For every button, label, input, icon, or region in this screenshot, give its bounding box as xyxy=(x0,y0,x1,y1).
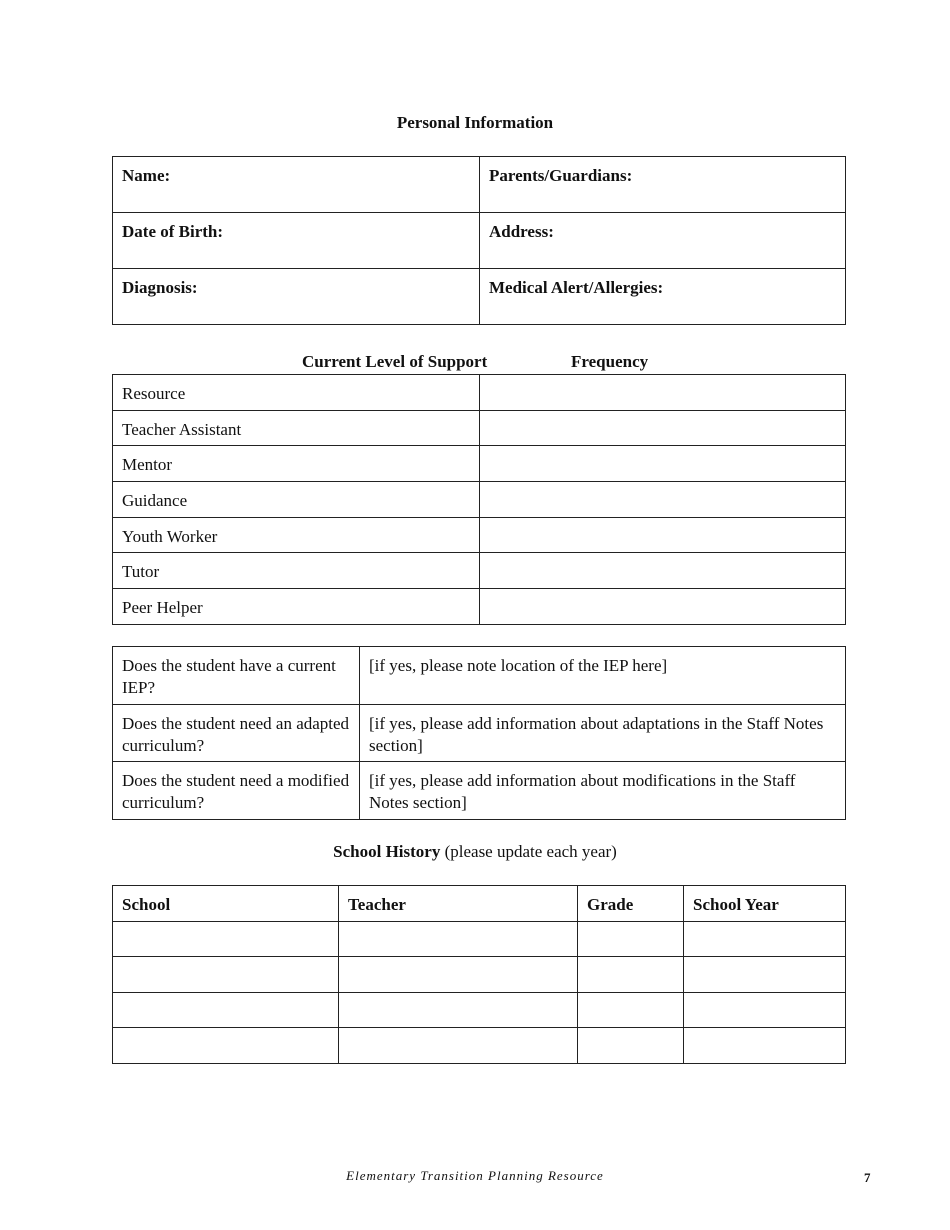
school-year-cell[interactable] xyxy=(684,992,846,1028)
parents-guardians-field[interactable]: Parents/Guardians: xyxy=(480,157,846,213)
modified-curriculum-question: Does the student need a modified curriculum? xyxy=(113,762,360,820)
school-cell[interactable] xyxy=(113,957,339,993)
school-cell[interactable] xyxy=(113,921,339,957)
frequency-cell[interactable] xyxy=(480,553,846,589)
table-row xyxy=(113,213,846,269)
table-row xyxy=(113,375,846,411)
school-history-heading: School History xyxy=(333,842,441,861)
teacher-cell[interactable] xyxy=(339,1028,578,1064)
school-cell[interactable] xyxy=(113,992,339,1028)
table-row xyxy=(113,762,846,820)
table-header-row xyxy=(113,886,846,922)
teacher-cell[interactable] xyxy=(339,992,578,1028)
support-label: Tutor xyxy=(113,553,480,589)
support-label: Resource xyxy=(113,375,480,411)
diagnosis-field[interactable]: Diagnosis: xyxy=(113,269,480,325)
school-year-column-header: School Year xyxy=(684,886,846,922)
frequency-cell[interactable] xyxy=(480,482,846,518)
school-year-cell[interactable] xyxy=(684,1028,846,1064)
frequency-cell[interactable] xyxy=(480,410,846,446)
grade-cell[interactable] xyxy=(578,1028,684,1064)
support-label: Peer Helper xyxy=(113,589,480,625)
grade-column-header: Grade xyxy=(578,886,684,922)
table-row xyxy=(113,704,846,762)
table-row xyxy=(113,921,846,957)
frequency-cell[interactable] xyxy=(480,375,846,411)
grade-cell[interactable] xyxy=(578,957,684,993)
modified-curriculum-note-cell[interactable]: [if yes, please add information about modifications in the Staff Notes section] xyxy=(360,762,846,820)
support-label: Youth Worker xyxy=(113,517,480,553)
table-row xyxy=(113,992,846,1028)
support-table xyxy=(112,374,846,625)
table-row xyxy=(113,269,846,325)
teacher-cell[interactable] xyxy=(339,921,578,957)
table-row xyxy=(113,957,846,993)
table-row xyxy=(113,157,846,213)
grade-cell[interactable] xyxy=(578,921,684,957)
adapted-curriculum-question: Does the student need an adapted curriculum? xyxy=(113,704,360,762)
table-row xyxy=(113,482,846,518)
grade-cell[interactable] xyxy=(578,992,684,1028)
school-column-header: School xyxy=(113,886,339,922)
frequency-heading: Frequency xyxy=(571,352,649,371)
school-history-note: (please update each year) xyxy=(444,842,617,861)
table-row xyxy=(113,410,846,446)
name-field[interactable]: Name: xyxy=(113,157,480,213)
table-row xyxy=(113,589,846,625)
iep-question: Does the student have a current IEP? xyxy=(113,647,360,705)
support-label: Teacher Assistant xyxy=(113,410,480,446)
iep-table xyxy=(112,646,846,820)
page-number: 7 xyxy=(864,1170,871,1185)
frequency-cell[interactable] xyxy=(480,446,846,482)
school-year-cell[interactable] xyxy=(684,957,846,993)
address-field[interactable]: Address: xyxy=(480,213,846,269)
support-label: Guidance xyxy=(113,482,480,518)
personal-information-table xyxy=(112,156,846,325)
school-cell[interactable] xyxy=(113,1028,339,1064)
footer-text: Elementary Transition Planning Resource xyxy=(346,1168,604,1183)
adapted-curriculum-note-cell[interactable]: [if yes, please add information about adaptations in the Staff Notes section] xyxy=(360,704,846,762)
frequency-cell[interactable] xyxy=(480,517,846,553)
table-row xyxy=(113,553,846,589)
date-of-birth-field[interactable]: Date of Birth: xyxy=(113,213,480,269)
table-row xyxy=(113,446,846,482)
table-row xyxy=(113,517,846,553)
frequency-cell[interactable] xyxy=(480,589,846,625)
table-row xyxy=(113,1028,846,1064)
table-row xyxy=(113,647,846,705)
medical-alert-field[interactable]: Medical Alert/Allergies: xyxy=(480,269,846,325)
current-level-of-support-heading: Current Level of Support xyxy=(302,352,488,371)
school-year-cell[interactable] xyxy=(684,921,846,957)
personal-information-title: Personal Information xyxy=(396,113,554,132)
school-history-table xyxy=(112,885,846,1064)
school-history-title xyxy=(0,842,950,862)
support-label: Mentor xyxy=(113,446,480,482)
iep-note-cell[interactable]: [if yes, please note location of the IEP here] xyxy=(360,647,846,705)
teacher-cell[interactable] xyxy=(339,957,578,993)
teacher-column-header: Teacher xyxy=(339,886,578,922)
